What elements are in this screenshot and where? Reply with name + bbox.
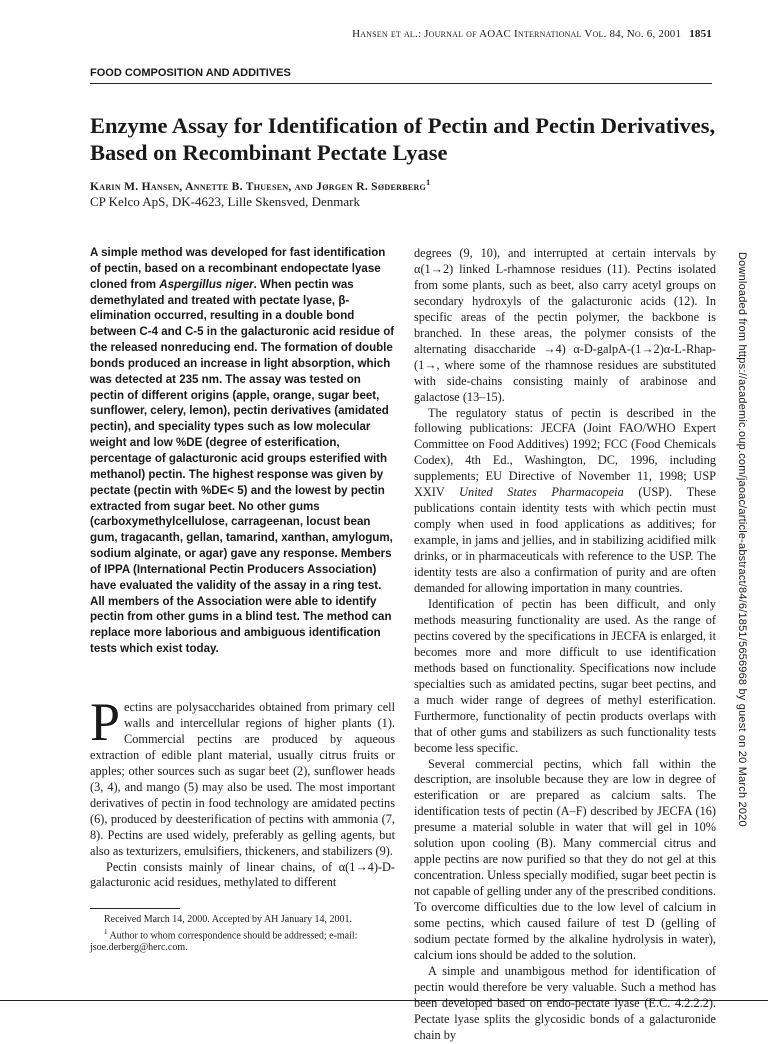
running-head	[90, 28, 712, 40]
running-head-text: Hansen et al.: Journal of AOAC International Vol. 84, No. 6, 2001	[352, 28, 682, 40]
body-p2-part-b: (USP). These publications contain identity tests with which pectin must comply when used in food applications as additives; for example, in jams and jellies, and in stabilizing acidified milk drinks, or in pharmaceuticals with reference to the USP. The identity tests are also a confirmation of purity and are often demanded for allowing importation in many countries.	[414, 485, 716, 596]
abstract-part-b: . When pectin was demethylated and treated with pectate lyase, β-elimination occurred, resulting in a double bond between C-4 and C-5 in the galacturonic acid residue of the released nonreducing end. The formation of double bonds produced an increase in light absorption, which was detected at 235 nm. The assay was tested on pectin of different origins (apple, orange, sugar beet, sunflower, celery, lemon), pectin derivatives (amidated pectin), and speciality types such as low molecular weight and low %DE (degree of esterification, percentage of galacturonic acid groups esterified with methanol) pectin. The highest response was given by pectate (pectin with %DE< 5) and the lowest by pectin extracted from sugar beet. No other gums (carboxymethylcellulose, carrageenan, locust bean gum, tragacanth, gellan, tamarind, xanthan, amylogum, sodium alginate, or agar) gave any response. Members of IPPA (International Pectin Producers Association) have evaluated the validity of the assay in a ring test. All members of the Association were able to identify pectin from other gums in a blind test. The method can replace more laborious and ambiguous identification tests which exist today.	[90, 278, 395, 656]
footnote-rule	[90, 908, 180, 909]
author-footnote-mark: 1	[426, 178, 431, 187]
author-names: Karin M. Hansen, Annette B. Thuesen, and Jørgen R. Søderberg	[90, 180, 427, 193]
correspondence-mark: 1	[104, 928, 108, 936]
intro-paragraph-2: Pectin consists mainly of linear chains, of α(1→4)-D-galacturonic acid residues, methylated to different	[90, 859, 395, 890]
usp-title: United States Pharmacopeia	[459, 485, 624, 500]
correspondence-note	[90, 926, 395, 942]
section-label: FOOD COMPOSITION AND ADDITIVES	[90, 67, 291, 79]
download-side-note: Downloaded from https://academic.oup.com/jaoac/article-abstract/84/6/1851/5656968 by guest on 20 March 2020	[736, 252, 748, 827]
dropcap: P	[90, 692, 121, 752]
bottom-rule	[0, 1000, 768, 1001]
article-title: Enzyme Assay for Identification of Pectin and Pectin Derivatives, Based on Recombinant Pectate Lyase	[90, 113, 716, 165]
intro-paragraph-1	[90, 692, 395, 860]
body-p2-part-a: The regulatory status of pectin is described in the following publications: JECFA (Joint FAO/WHO Expert Committee on Food Additives) 1992; FCC (Food Chemicals Codex), 4th Ed., Washington, DC, 1996, including supplements; EU Directive of November 11, 1998; USP XXIV	[414, 405, 716, 500]
page-number: 1851	[689, 28, 712, 40]
body-paragraph-1: degrees (9, 10), and interrupted at certain intervals by α(1→2) linked L-rhamnose residues (11). Pectins isolated from some plants, such as beet, also carry acetyl groups on secondary hydroxyls of the galacturonic acids (12). In specific areas of the pectin polymer, the backbone is branched. In these areas, the polymer consists of the alternating disaccharide →4) α-D-galpA-(1→2)α-L-Rhap-(1→, where some of the rhamnose residues are substituted with side-chains consisting mainly of arabinose and galactose (13–15).	[414, 246, 716, 404]
body-paragraph-2	[414, 406, 716, 597]
affiliation: CP Kelco ApS, DK-4623, Lille Skensved, Denmark	[90, 194, 360, 209]
body-paragraph-3: Identification of pectin has been difficult, and only methods measuring functionality are used. As the range of pectins covered by the specifications in JECFA is enlarged, it becomes more and more difficult to use identification methods based on functionality. Specifications now include specialties such as amidated pectins, sugar beet pectins, and a much wider range of degrees of methyl esterification. Furthermore, functionality of pectin products overlaps with that of other gums and stabilizers as such functionality tests become less specific.	[414, 596, 716, 755]
abstract-part-a: A simple method was developed for fast identification of pectin, based on a recombinant endopectate lyase cloned from	[90, 247, 386, 291]
footnotes	[90, 914, 395, 954]
abstract-organism: Aspergillus niger	[159, 278, 254, 291]
intro-p1-text: ectins are polysaccharides obtained from primary cell walls and intercellular regions of higher plants (1). Commercial pectins are produced by aqueous extraction of edible plant material, usually citrus fruits or apples; other sources such as sugar beet (2), sunflower heads (3, 4), and mango (5) may also be used. The most important derivatives of pectin in food technology are amidated pectins (6), produced by deesterification of pectins with ammonia (7, 8). Pectins are used widely, preferably as gelling agents, but also as texturizers, emulsifiers, thickeners, and stabilizers (9).	[90, 700, 395, 858]
correspondence-email: jsoe.derberg@herc.com.	[90, 942, 188, 954]
section-rule	[90, 83, 712, 84]
intro-column	[90, 692, 395, 891]
abstract	[90, 246, 395, 658]
body-paragraph-5: A simple and unambigous method for identification of pectin would therefore be very valuable. Such a method has been developed based on endo-pectate lyase (E.C. 4.2.2.2). Pectate lyase splits the glycosidic bonds of a galacturonide chain by	[414, 963, 716, 1042]
authors	[90, 178, 430, 193]
correspondence-text: Author to whom correspondence should be addressed; e-mail:	[107, 930, 358, 942]
body-paragraph-4: Several commercial pectins, which fall within the description, are insoluble because they are low in degree of esterification or are prepared as calcium salts. The identification tests of pectin (A–F) described by JECFA (16) presume a material soluble in water that will gel in 10% solution upon cooling (B). Many commercial citrus and apple pectins are now purified so that they do not gel at this concentration. Unless specially modified, sugar beet pectin is not capable of gelling under any of the prescribed conditions. To overcome difficulties due to the low level of calcium in some pectins, which caused failure of test D (gelling of sodium pectate formed by the alkaline hydrolysis in water), calcium ions should be added to the solution.	[414, 756, 716, 962]
received-note: Received March 14, 2000. Accepted by AH January 14, 2001.	[104, 914, 352, 925]
body-column-right	[414, 246, 716, 1044]
